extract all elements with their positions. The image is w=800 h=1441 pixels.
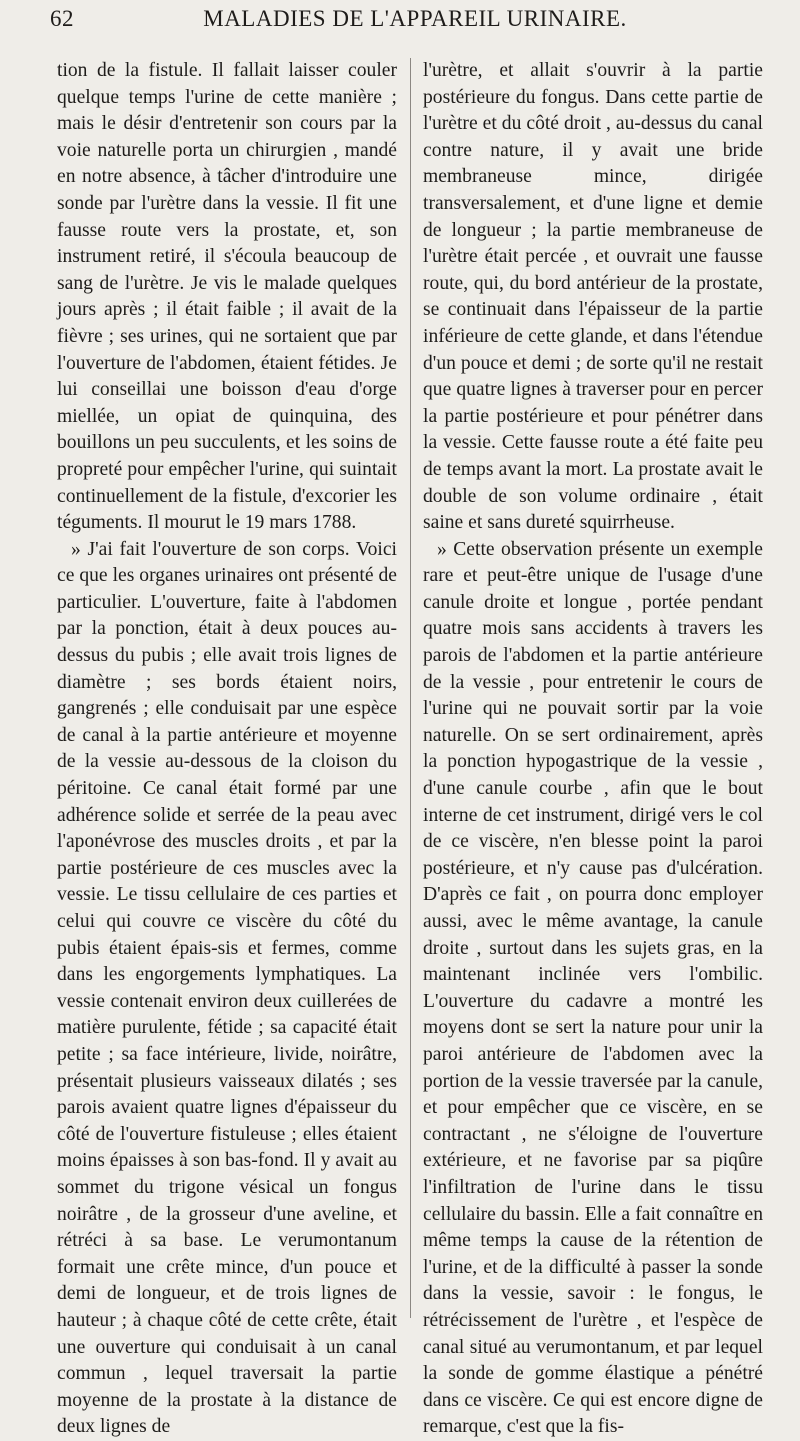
paragraph: l'urètre, et allait s'ouvrir à la partie postérieure du fongus. Dans cette partie de l'urètre et du côté droit , au-dessus du canal contre nature, il y avait une bride membraneuse mince, dirigée transversalement, et d'une ligne et demie de longueur ; la partie membraneuse de l'urètre était percée , et ouvrait une fausse route, qui, du bord antérieur de la prostate, se continuait dans l'épaisseur de la partie inférieure de cette glande, et dans l'étendue d'un pouce et demi ; de sorte qu'il ne restait que quatre lignes à traverser pour en percer la partie postérieure et pour pénétrer dans la vessie. Cette fausse route a été faite peu de temps avant la mort. La prostate avait le double de son volume ordinaire , était saine et sans dureté squirrheuse. [423,60,763,534]
right-column [423,58,763,1441]
left-column [57,58,397,1441]
running-title: MALADIES DE L'APPAREIL URINAIRE. [203,6,627,31]
paragraph: » J'ai fait l'ouverture de son corps. Voici ce que les organes urinaires ont présenté de particulier. L'ouverture, faite à l'abdomen par la ponction, était à deux pouces au-dessus du pubis ; elle avait trois lignes de diamètre ; ses bords étaient noirs, gangrenés ; elle conduisait par une espèce de canal à la partie antérieure et moyenne de la vessie au-dessous de la cloison du péritoine. Ce canal était formé par une adhérence solide et serrée de la peau avec l'aponévrose des muscles droits , et par la partie postérieure de ces muscles avec la vessie. Le tissu cellulaire de ces parties et celui qui couvre ce viscère du côté du pubis étaient épais-sis et fermes, comme dans les engorgements lymphatiques. La vessie contenait environ deux cuillerées de matière purulente, fétide ; sa capacité était petite ; sa face intérieure, livide, noirâtre, présentait plusieurs vaisseaux dilatés ; ses parois avaient quatre lignes d'épaisseur du côté de l'ouverture fistuleuse ; elles étaient moins épaisses à son bas-fond. Il y avait au sommet du trigone vésical un fongus noirâtre , de la grosseur d'une aveline, et rétréci à sa base. Le verumontanum formait une crête mince, d'un pouce et demi de longueur, et de trois lignes de hauteur ; à chaque côté de cette crête, était une ouverture qui conduisait à un canal commun , lequel traversait la partie moyenne de la prostate à la distance de deux lignes de [57,538,397,1438]
page-header [50,6,780,46]
page-number: 62 [50,6,74,31]
paragraph: tion de la fistule. Il fallait laisser couler quelque temps l'urine de cette manière ; mais le désir d'entretenir son cours par la voie naturelle porta un chirurgien , mandé en notre absence, à tâcher d'introduire une sonde par l'urètre dans la vessie. Il fit une fausse route vers la prostate, et, son instrument retiré, il s'écoula beaucoup de sang de l'urètre. Je vis le malade quelques jours après ; il était faible ; il avait de la fièvre ; ses urines, qui ne sortaient que par l'ouverture de l'abdomen, étaient fétides. Je lui conseillai une boisson d'eau d'orge miellée, un opiat de quinquina, des bouillons un peu succulents, et les soins de propreté pour empêcher l'urine, qui suintait continuellement de la fistule, d'excorier les téguments. Il mourut le 19 mars 1788. [57,60,397,534]
column-divider [410,58,411,1318]
paragraph: » Cette observation présente un exemple rare et peut-être unique de l'usage d'une canule droite et longue , portée pendant quatre mois sans accidents à travers les parois de l'abdomen et la partie antérieure de la vessie , pour entretenir le cours de l'urine qui ne pouvait sortir par la voie naturelle. On se sert ordinairement, après la ponction hypogastrique de la vessie , d'une canule courbe , afin que le bout interne de cet instrument, dirigé vers le col de ce viscère, n'en blesse point la paroi postérieure, et n'y cause pas d'ulcération. D'après ce fait , on pourra donc employer aussi, avec le même avantage, la canule droite , surtout dans les sujets gras, en la maintenant inclinée vers l'ombilic. L'ouverture du cadavre a montré les moyens dont se sert la nature pour unir la paroi antérieure de l'abdomen avec la portion de la vessie traversée par la canule, et pour empêcher que ce viscère, en se contractant , ne s'éloigne de l'ouverture extérieure, et ne favorise par sa piqûre l'infiltration de l'urine dans le tissu cellulaire du bassin. Elle a fait connaître en même temps la cause de la rétention de l'urine, et de la difficulté à passer la sonde dans la vessie, savoir : le fongus, le rétrécissement de l'urètre , et l'espèce de canal situé au verumontanum, et par lequel la sonde de gomme élastique a pénétré dans ce viscère. Ce qui est encore digne de remarque, c'est que la fis- [423,538,763,1438]
